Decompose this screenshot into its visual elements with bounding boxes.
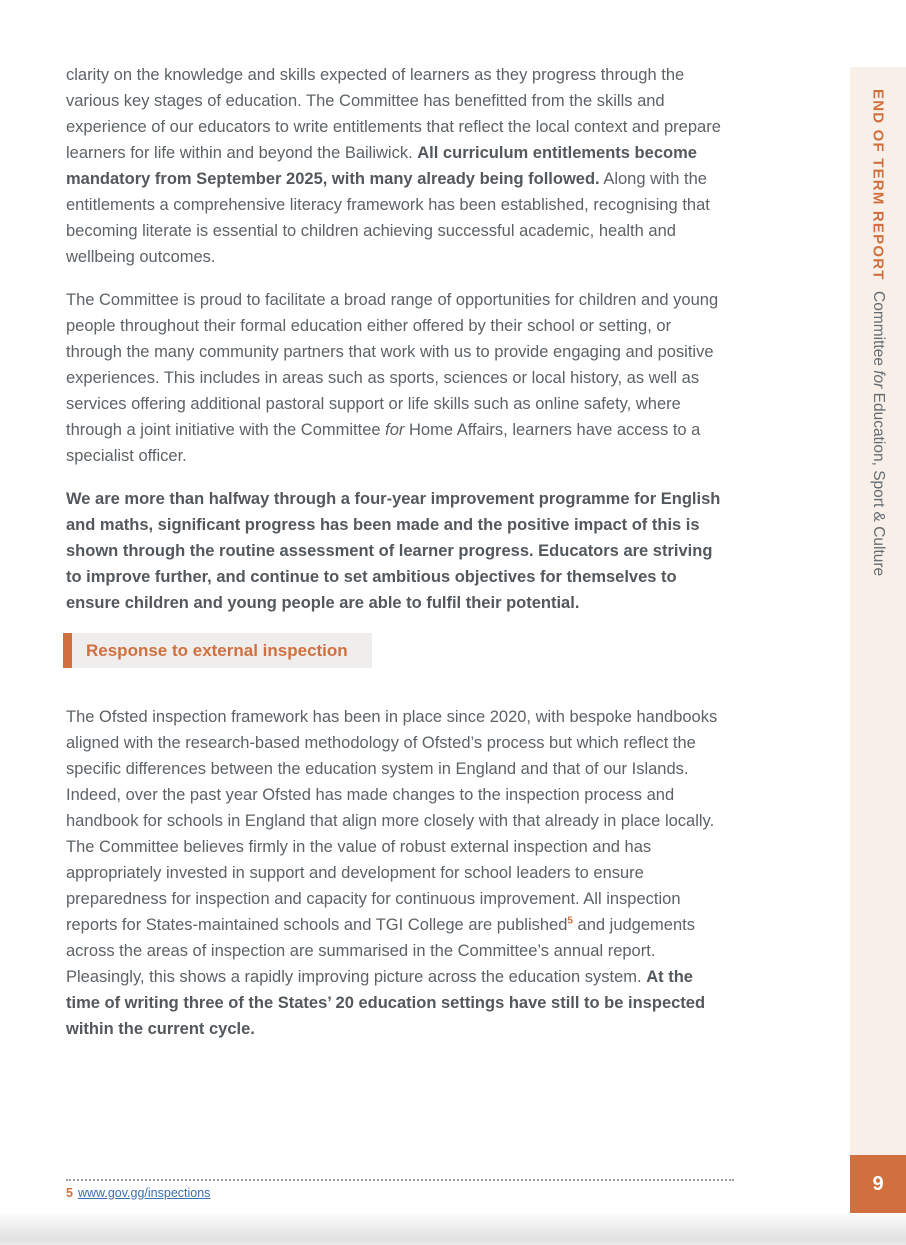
page-number-badge bbox=[850, 1155, 906, 1213]
section-heading-label: Response to external inspection bbox=[72, 633, 372, 668]
body-paragraph bbox=[66, 62, 730, 270]
text-run: The Committee is proud to facilitate a broad range of opportunities for children and young people throughout their formal education either offered by their school or setting, or through the many community partners that work with us to provide engaging and positive experiences. This includes in areas such as sports, sciences or local history, as well as services offering additional pastoral support or life skills such as online safety, where through a joint initiative with the Committee bbox=[66, 291, 719, 439]
footnote-area bbox=[66, 1179, 734, 1200]
footnote bbox=[66, 1186, 734, 1200]
section-heading bbox=[63, 633, 730, 668]
text-run: At the time of writing three of the States’ 20 education settings have still to be inspected within the current cycle. bbox=[66, 968, 706, 1038]
sidebar-committee-name bbox=[869, 291, 887, 576]
text-run: clarity on the knowledge and skills expected of learners as they progress through the various key stages of education. The Committee has benefitted from the skills and experience of our educators to write entitlements that reflect the local context and prepare learners for life within and beyond the Bailiwick. bbox=[66, 66, 721, 162]
text-run: for bbox=[870, 369, 887, 388]
text-run: for bbox=[385, 421, 405, 439]
heading-accent-bar bbox=[63, 633, 72, 668]
body-text-bottom bbox=[66, 704, 730, 1042]
body-paragraph bbox=[66, 287, 730, 469]
text-run: and judgements across the areas of inspection are summarised in the Committee’s annual report. Pleasingly, this shows a rapidly improving picture across the education system. bbox=[66, 916, 695, 986]
footnote-divider bbox=[66, 1179, 734, 1181]
text-run: The Ofsted inspection framework has been in place since 2020, with bespoke handbooks aligned with the research-based methodology of Ofsted’s process but which reflect the specific differences between the education system in England and that of our Islands. Indeed, over the past year Ofsted has made changes to the inspection process and handbook for schools in England that align more closely with that already in place locally. The Committee believes firmly in the value of robust external inspection and has appropriately invested in support and development for school leaders to ensure preparedness for inspection and capacity for continuous improvement. All inspection reports for States-maintained schools and TGI College are published bbox=[66, 708, 718, 934]
text-run: Home Affairs, learners have access to a specialist officer. bbox=[66, 421, 701, 465]
text-run: All curriculum entitlements become mandatory from September 2025, with many already being followed. bbox=[66, 144, 697, 188]
footnote-marker: 5 bbox=[66, 1186, 73, 1200]
text-run: We are more than halfway through a four-year improvement programme for English and maths, significant progress has been made and the positive impact of this is shown through the routine assessment of learner progress. Educators are striving to improve further, and continue to set ambitious objectives for themselves to ensure children and young people are able to fulfil their potential. bbox=[66, 490, 721, 612]
body-column bbox=[66, 62, 730, 1059]
body-text-top bbox=[66, 62, 730, 616]
text-run: Education, Sport & Culture bbox=[870, 387, 887, 576]
footnote-reference[interactable]: 5 bbox=[567, 915, 573, 927]
body-paragraph bbox=[66, 486, 730, 616]
text-run: Along with the entitlements a comprehensive literacy framework has been established, recognising that becoming literate is essential to children achieving successful academic, health and wellbeing outcomes. bbox=[66, 170, 710, 266]
body-paragraph bbox=[66, 704, 730, 1042]
page-edge-shadow bbox=[0, 1214, 906, 1245]
sidebar-report-title: END OF TERM REPORT bbox=[869, 89, 887, 281]
sidebar-banner bbox=[850, 67, 906, 1155]
page-number: 9 bbox=[872, 1172, 884, 1195]
footnote-link[interactable]: www.gov.gg/inspections bbox=[77, 1186, 211, 1200]
text-run: Committee bbox=[870, 290, 887, 370]
